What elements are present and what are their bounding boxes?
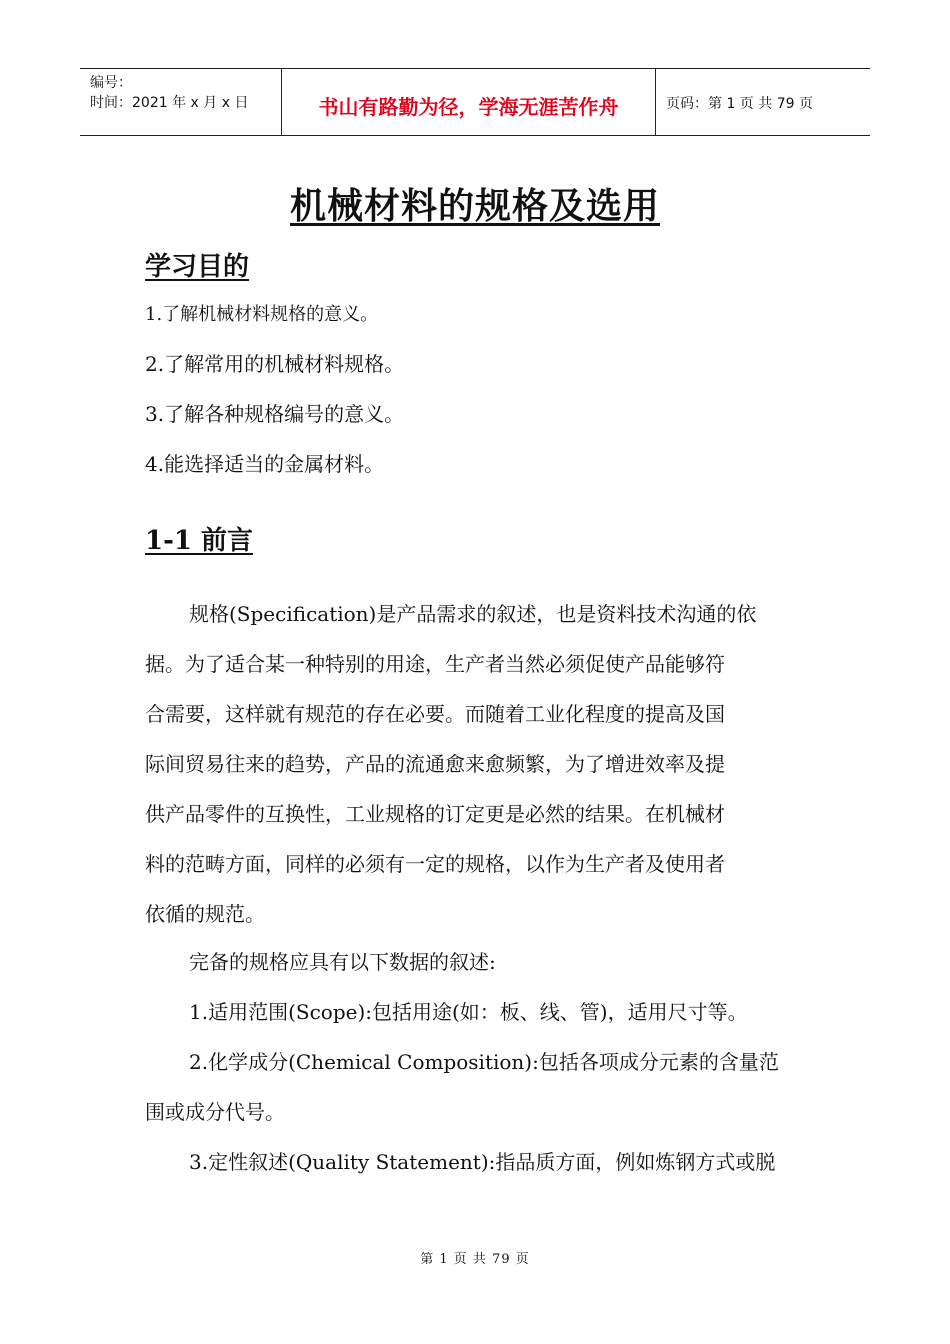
page-header xyxy=(80,68,870,136)
paragraph-line: 料的范畴方面，同样的必须有一定的规格，以作为生产者及使用者 xyxy=(145,852,725,876)
objective-1: 1.了解机械材料规格的意义。 xyxy=(145,304,379,325)
section-heading-preface: 1-1 前言 xyxy=(145,526,254,556)
spec-item-1: 1.适用范围(Scope):包括用途(如：板、线、管)，适用尺寸等。 xyxy=(189,1000,748,1024)
id-label: 编号： xyxy=(90,75,132,91)
objective-3: 3.了解各种规格编号的意义。 xyxy=(145,402,405,426)
document-title: 机械材料的规格及选用 xyxy=(289,185,660,227)
objective-2: 2.了解常用的机械材料规格。 xyxy=(145,352,405,376)
paragraph-line: 供产品零件的互换性，工业规格的订定更是必然的结果。在机械材 xyxy=(145,802,725,826)
section-heading-objectives: 学习目的 xyxy=(145,252,250,282)
objective-4: 4.能选择适当的金属材料。 xyxy=(145,452,385,476)
time-label: 时间：2021 年 x 月 x 日 xyxy=(90,95,249,111)
header-motto: 书山有路勤为径，学海无涯苦作舟 xyxy=(282,69,656,135)
paragraph-line: 据。为了适合某一种特别的用途，生产者当然必须促使产品能够符 xyxy=(145,652,725,676)
paragraph-line: 依循的规范。 xyxy=(145,902,265,926)
header-page-info: 页码：第 1 页 共 79 页 xyxy=(666,96,813,112)
spec-item-2-cont: 围或成分代号。 xyxy=(145,1100,285,1124)
spec-item-3: 3.定性叙述(Quality Statement):指品质方面，例如炼钢方式或脱 xyxy=(189,1150,776,1174)
page-footer: 第 1 页 共 79 页 xyxy=(420,1252,530,1267)
paragraph-line: 际间贸易往来的趋势，产品的流通愈来愈频繁，为了增进效率及提 xyxy=(145,752,725,776)
paragraph-line: 规格(Specification)是产品需求的叙述，也是资料技术沟通的依 xyxy=(189,602,757,626)
spec-intro-line: 完备的规格应具有以下数据的叙述: xyxy=(189,950,496,974)
paragraph-line: 合需要，这样就有规范的存在必要。而随着工业化程度的提高及国 xyxy=(145,702,725,726)
spec-item-2: 2.化学成分(Chemical Composition):包括各项成分元素的含量范 xyxy=(189,1050,779,1074)
header-left-cell xyxy=(80,69,282,135)
